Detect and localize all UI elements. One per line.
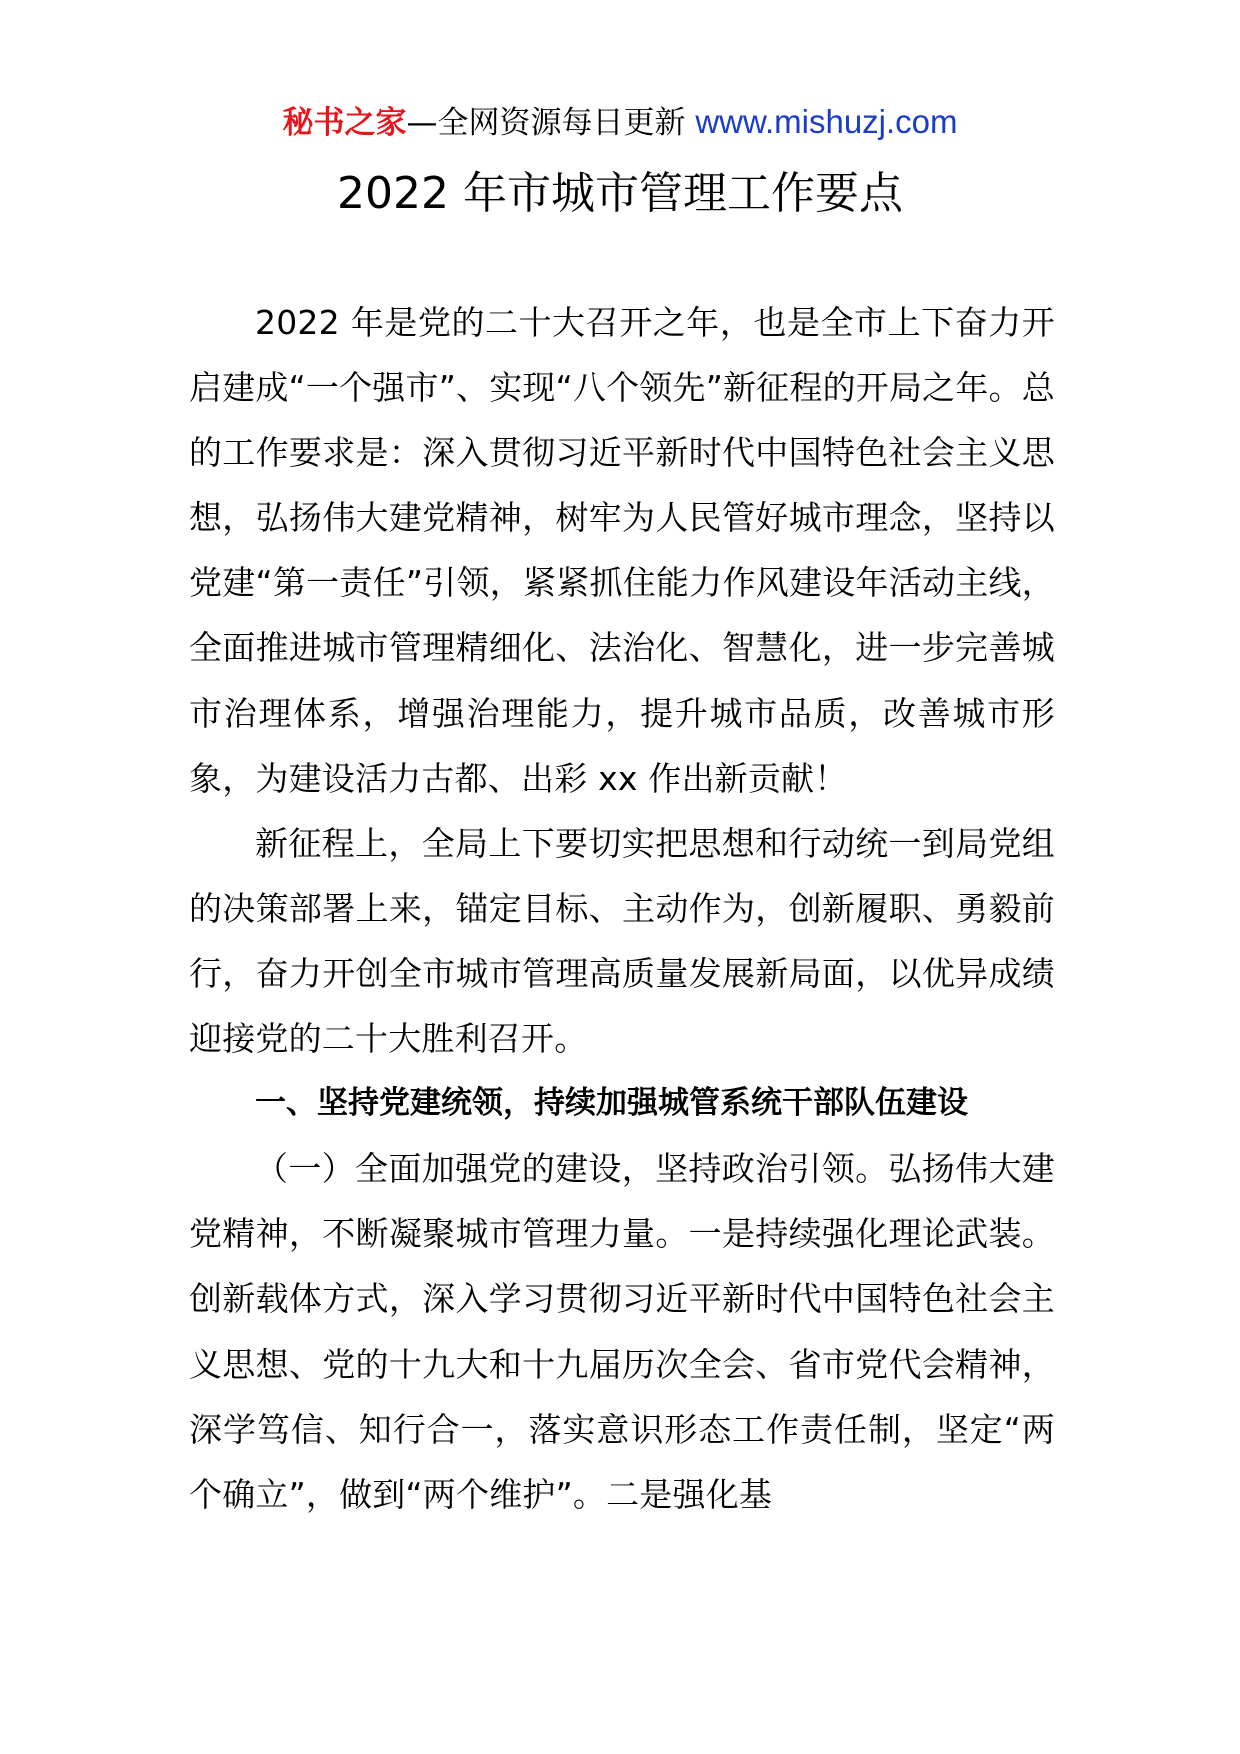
paragraph-intro: 2022 年是党的二十大召开之年，也是全市上下奋力开启建成“一个强市”、实现“八个领先”新征程的开局之年。总的工作要求是：深入贯彻习近平新时代中国特色社会主义思想，弘扬伟大建党精神，树牢为人民管好城市理念，坚持以党建“第一责任”引领，紧紧抓住能力作风建设年活动主线，全面推进城市管理精细化、法治化、智慧化，进一步完善城市治理体系，增强治理能力，提升城市品质，改善城市形象，为建设活力古都、出彩 xx 作出新贡献！ [189, 303, 1055, 798]
paragraph-section-1-1: （一）全面加强党的建设，坚持政治引领。弘扬伟大建党精神，不断凝聚城市管理力量。一是持续强化理论武装。创新载体方式，深入学习贯彻习近平新时代中国特色社会主义思想、党的十九大和十九届历次全会、省市党代会精神，深学笃信、知行合一，落实意识形态工作责任制，坚定“两个确立”，做到“两个维护”。二是强化基 [189, 1149, 1055, 1514]
paragraph-new-journey: 新征程上，全局上下要切实把思想和行动统一到局党组的决策部署上来，锚定目标、主动作为，创新履职、勇毅前行，奋力开创全市城市管理高质量发展新局面，以优异成绩迎接党的二十大胜利召开。 [189, 823, 1055, 1059]
header-tagline: —全网资源每日更新 [406, 105, 696, 141]
document-title: 2022 年市城市管理工作要点 [337, 168, 903, 219]
site-link[interactable]: www.mishuzj.com [695, 103, 958, 140]
document-body [189, 290, 1055, 1527]
brand-name: 秘书之家 [282, 105, 407, 141]
section-heading-1: 一、坚持党建统领，持续加强城管系统干部队伍建设 [255, 1085, 968, 1122]
document-header [0, 102, 1240, 143]
